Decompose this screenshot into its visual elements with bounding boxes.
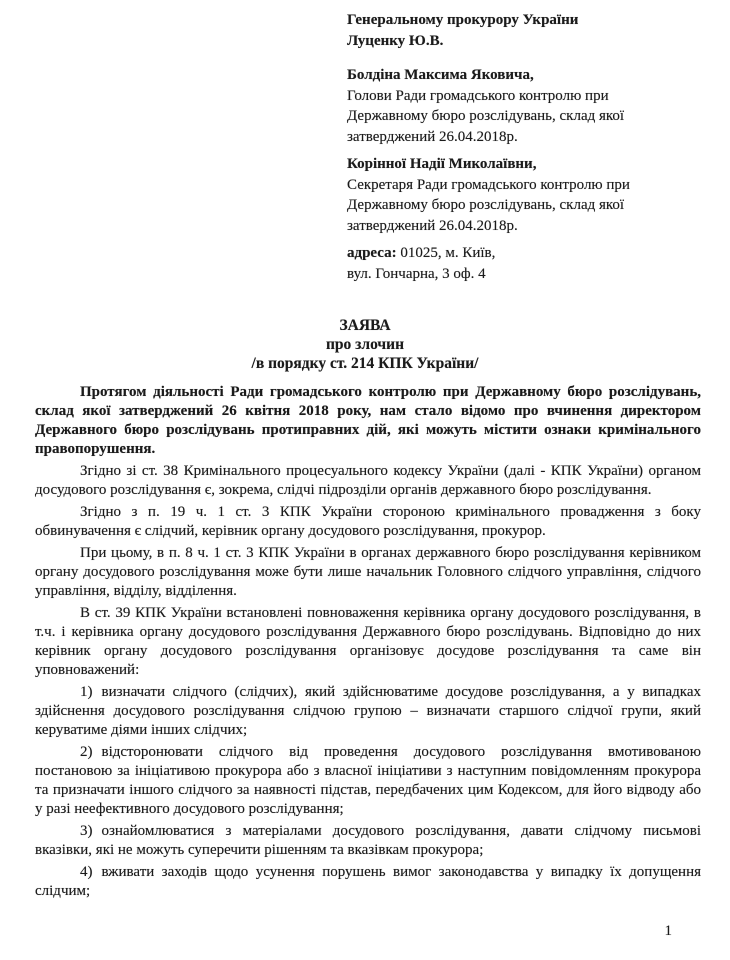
address-line-2: вул. Гончарна, 3 оф. 4 [347, 265, 486, 282]
applicant-detail-line: Голови Ради громадського контролю при [347, 87, 609, 104]
address-value: 01025, м. Київ, [396, 245, 496, 261]
applicant-name: Корінної Надії Миколаївни, [347, 156, 537, 172]
item-number: 1) [80, 684, 93, 700]
intro-paragraph: Протягом діяльності Ради громадського контролю при Державному бюро розслідувань, склад якої затверджений 26 квітня 2018 року, нам стало відомо про вчинення директором Державного бюро розслідувань протиправних дій, які можуть містити ознаки кримінального правопорушення. [35, 384, 701, 457]
body-paragraph: Згідно з п. 19 ч. 1 ст. 3 КПК України стороною кримінального провадження з боку обвинувачення є слідчий, керівник органу досудового розслідування, прокурор. [35, 504, 701, 539]
document-body [35, 383, 701, 904]
applicant-detail-line: Секретаря Ради громадського контролю при [347, 176, 630, 193]
recipient-line: Генеральному прокурору України [347, 12, 579, 28]
address-label: адреса: [347, 245, 397, 261]
title-legal-basis: /в порядку ст. 214 КПК України/ [251, 355, 479, 372]
item-text: вживати заходів щодо усунення порушень вимог законодавства у випадку їх допущення слідчим; [35, 864, 701, 899]
applicant-name: Болдіна Максима Яковича, [347, 67, 534, 83]
title-main: ЗАЯВА [339, 317, 391, 334]
applicant-detail-line: затверджений 26.04.2018р. [347, 128, 518, 145]
applicant-block-2 [347, 154, 687, 236]
body-paragraph: Згідно зі ст. 38 Кримінального процесуального кодексу України (далі - КПК України) органом досудового розслідування є, зокрема, слідчі підрозділи органів державного бюро розслідування. [35, 463, 701, 498]
item-text: відсторонювати слідчого від проведення досудового розслідування вмотивованою постановою за ініціативою прокурора або з власної ініціативи з наступним повідомленням прокурора та призначати іншого слідчого за наявності підстав, передбачених цим Кодексом, для його відводу або у разі неефективного досудового розслідування; [35, 744, 701, 817]
item-number: 3) [80, 823, 93, 839]
address-block [347, 243, 687, 284]
numbered-item [35, 822, 701, 860]
numbered-item [35, 743, 701, 819]
page-number: 1 [664, 923, 672, 939]
recipient-block [347, 10, 687, 51]
applicant-block-1 [347, 65, 687, 147]
title-subject: про злочин [325, 336, 405, 353]
numbered-item [35, 863, 701, 901]
applicant-detail-line: затверджений 26.04.2018р. [347, 217, 518, 234]
recipient-name: Луценку Ю.В. [347, 32, 444, 49]
body-paragraph: При цьому, в п. 8 ч. 1 ст. 3 КПК України в органах державного бюро розслідування керівником органу досудового розслідування може бути лише начальник Головного слідчого управління, слідчого управління, відділу, відділення. [35, 545, 701, 599]
item-number: 2) [80, 744, 93, 760]
address-line-1 [347, 243, 687, 264]
numbered-item [35, 683, 701, 740]
letter-header [347, 10, 687, 291]
body-paragraph: В ст. 39 КПК України встановлені повноваження керівника органу досудового розслідування, в т.ч. і керівника органу досудового розслідування Державного бюро розслідувань. Відповідно до них керівник органу досудового розслідування організовує досудове розслідування та саме він уповноважений: [35, 605, 701, 678]
document-title [0, 316, 730, 373]
item-text: ознайомлюватися з матеріалами досудового розслідування, давати слідчому письмові вказівки, які не можуть суперечити рішенням та вказівкам прокурора; [35, 823, 701, 858]
applicant-detail-line: Державному бюро розслідувань, склад якої [347, 197, 625, 213]
applicant-detail-line: Державному бюро розслідувань, склад якої [347, 108, 625, 124]
item-number: 4) [80, 864, 93, 880]
item-text: визначати слідчого (слідчих), який здійснюватиме досудове розслідування, а у випадках здійснення досудового розслідування слідчою групою – визначати старшого слідчої групи, який керуватиме діями інших слідчих; [35, 684, 701, 738]
